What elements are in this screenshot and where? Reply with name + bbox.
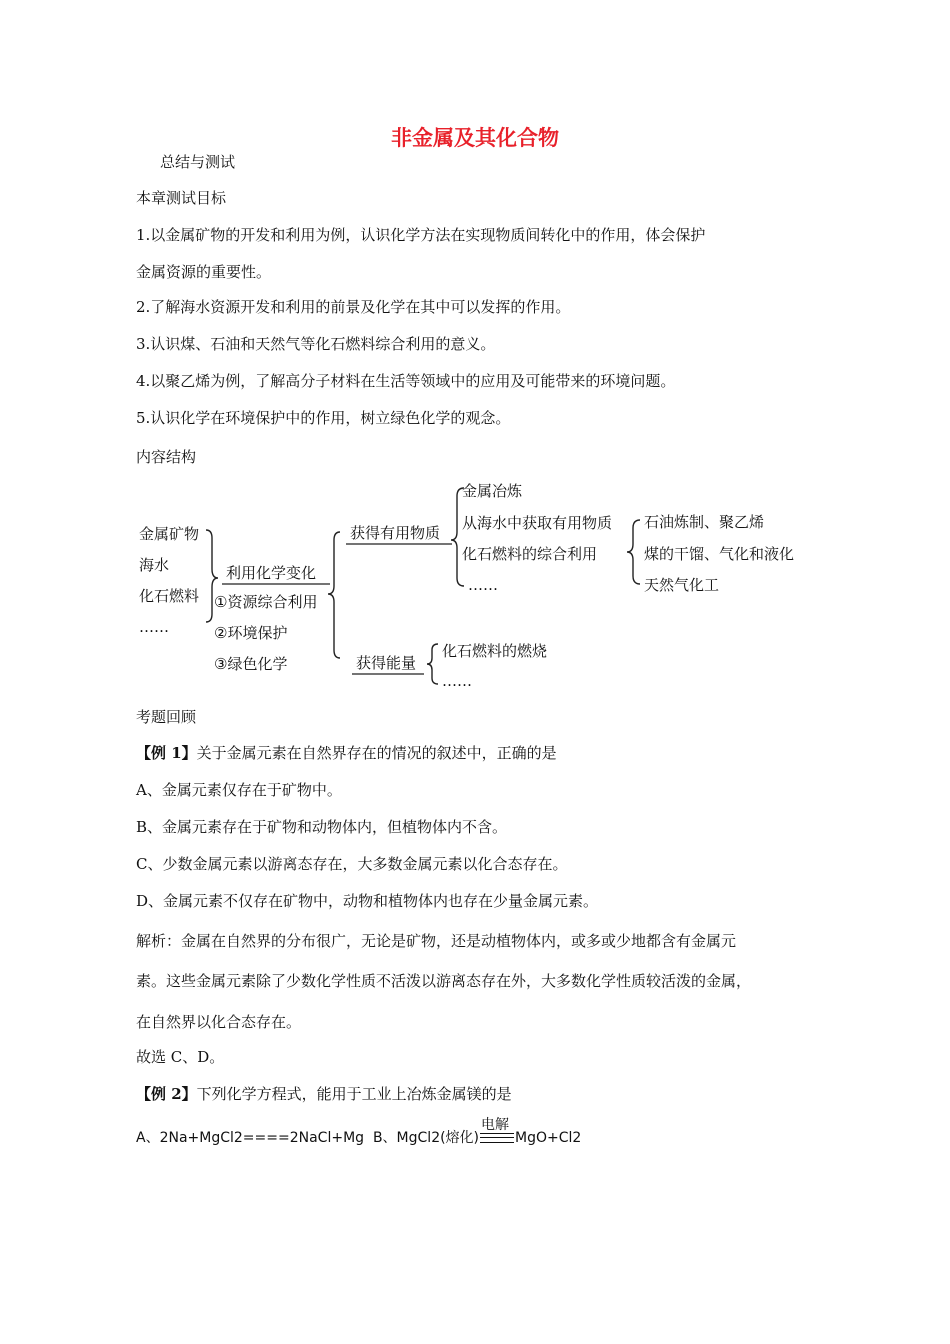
goal-item: 金属资源的重要性。 [136,263,272,281]
source-item: 化石燃料 [139,587,200,605]
section-goals-heading: 本章测试目标 [136,189,227,207]
source-item: 海水 [139,556,170,574]
useful-item: 金属冶炼 [462,482,523,500]
example1-option: C、少数金属元素以游离态存在，大多数金属元素以化合态存在。 [136,855,568,873]
example1-analysis-line: 素。这些金属元素除了少数化学性质不活泼以游离态存在外，大多数化学性质较活泼的金属， [136,972,752,990]
example1-tag: 【例 1】 [136,744,197,762]
example1-question-line [136,742,557,764]
example1-question: 关于金属元素在自然界存在的情况的叙述中，正确的是 [196,744,557,762]
example1-answer: 故选 C、D。 [136,1048,225,1066]
example1-option: B、金属元素存在于矿物和动物体内，但植物体内不含。 [136,818,508,836]
fossil-item: 煤的干馏、气化和液化 [644,545,795,563]
energy-brace [427,644,438,684]
section-review-heading: 考题回顾 [136,708,197,726]
electrolysis-condition [479,1117,515,1149]
useful-item: …… [468,576,498,594]
source-item: 金属矿物 [139,525,200,543]
goal-item: 2.了解海水资源开发和利用的前景及化学在其中可以发挥的作用。 [136,298,571,316]
useful-item: 化石燃料的综合利用 [462,545,598,563]
goal-item: 3.认识煤、石油和天然气等化石燃料综合利用的意义。 [136,335,496,353]
goal-item: 4.以聚乙烯为例，了解高分子材料在生活等领域中的应用及可能带来的环境问题。 [136,372,676,390]
example2-tag: 【例 2】 [136,1085,197,1103]
useful-item: 从海水中获取有用物质 [462,514,613,532]
example1-analysis-line: 解析：金属在自然界的分布很广，无论是矿物，还是动植物体内，或多或少地都含有金属元 [136,932,737,950]
fossil-item: 石油炼制、聚乙烯 [644,513,765,531]
hub-label: 利用化学变化 [226,564,317,582]
useful-brace [451,488,464,586]
goal-item: 5.认识化学在环境保护中的作用，树立绿色化学的观念。 [136,409,511,427]
subtitle: 总结与测试 [160,153,236,171]
equals-symbol [480,1133,514,1143]
goal-item: 1.以金属矿物的开发和利用为例，认识化学方法在实现物质间转化中的作用，体会保护 [136,226,706,244]
hub-item: ②环境保护 [214,624,288,642]
branch-useful-label: 获得有用物质 [350,524,441,542]
document-title: 非金属及其化合物 [391,126,559,150]
example2-option-a: A、2Na+MgCl2====2NaCl+Mg [136,1130,365,1146]
example1-analysis-line: 在自然界以化合态存在。 [136,1013,302,1031]
branch-energy-label: 获得能量 [356,654,417,672]
example2-option-b-suffix: MgO+Cl2 [515,1130,582,1146]
example1-option: D、金属元素不仅存在矿物中，动物和植物体内也存在少量金属元素。 [136,892,599,910]
hub-item: ①资源综合利用 [214,593,318,611]
example1-option: A、金属元素仅存在于矿物中。 [136,781,342,799]
hub-item: ③绿色化学 [214,655,288,673]
hub-brace [328,532,340,658]
example2-option-b-prefix: B、MgCl2(熔化) [372,1130,480,1146]
energy-item: …… [442,672,472,690]
fossil-item: 天然气化工 [644,576,720,594]
energy-item: 化石燃料的燃烧 [442,642,548,660]
fossil-brace [627,520,640,584]
example2-options-line [136,1117,582,1149]
content-structure-diagram [134,474,834,694]
example2-question-line [136,1083,512,1105]
section-structure-heading: 内容结构 [136,448,197,466]
source-item: …… [139,618,169,636]
example2-question: 下列化学方程式，能用于工业上冶炼金属镁的是 [196,1085,512,1103]
condition-label: 电解 [481,1117,510,1133]
